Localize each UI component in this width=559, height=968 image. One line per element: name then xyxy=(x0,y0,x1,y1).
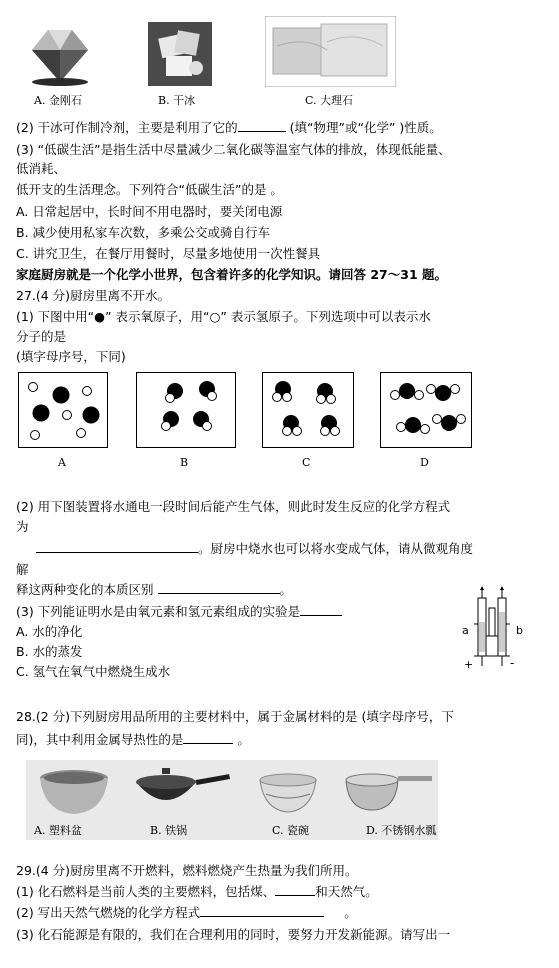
marble-image xyxy=(265,16,396,87)
q29-p1-line: (1) 化石燃料是当前人类的主要燃料，包括煤、 和天然气。 xyxy=(16,884,378,899)
q27-p3-option-b: B. 水的蒸发 xyxy=(16,644,83,659)
diamond-image xyxy=(26,20,94,88)
q27-p3-blank[interactable] xyxy=(300,604,342,616)
q27-p2-line4: 解 xyxy=(16,562,29,577)
q2-line: (2) 干冰可作制冷剂，主要是利用了它的 (填“物理”或“化学” )性质。 xyxy=(16,120,442,135)
molecule-box-b xyxy=(136,372,236,448)
item-caption-b: B. 铁锅 xyxy=(150,824,188,837)
q3-option-b: B. 减少使用私家车次数，多乘公交或骑自行车 xyxy=(16,225,271,240)
molecule-box-c xyxy=(262,372,354,448)
difference-blank[interactable] xyxy=(158,582,280,594)
q27-p1-line3: (填字母序号，下同) xyxy=(16,349,126,364)
q27-p2-line5: 释这两种变化的本质区别 。 xyxy=(16,582,293,597)
molecule-label-c: C xyxy=(302,456,311,469)
kitchen-intro: 家庭厨房就是一个化学小世界，包含着许多的化学知识。请回答 27～31 题。 xyxy=(16,267,447,282)
q27-p3-option-a: A. 水的净化 xyxy=(16,624,83,639)
q27-p1-line1: (1) 下图中用“●” 表示氧原子，用“○” 表示氢原子。下列选项中可以表示水 xyxy=(16,309,431,324)
q27-p2-line2: 为 xyxy=(16,519,29,534)
molecule-box-a xyxy=(18,372,108,448)
q29-p2-line: (2) 写出天然气燃烧的化学方程式 。 xyxy=(16,905,357,920)
q3-option-c: C. 讲究卫生，在餐厅用餐时，尽量多地使用一次性餐具 xyxy=(16,246,321,261)
q3-line3: 低开支的生活理念。下列符合“低碳生活”的是 。 xyxy=(16,182,283,197)
apparatus-label-a: a xyxy=(462,624,469,637)
q27-p3-line: (3) 下列能证明水是由氧元素和氢元素组成的实验是 xyxy=(16,602,342,620)
q3-option-a: A. 日常起居中，长时间不用电器时，要关闭电源 xyxy=(16,204,283,219)
q3-line1: (3) “低碳生活”是指生活中尽量减少二氧化碳等温室气体的排放，体现低能量、 xyxy=(16,142,451,157)
q28-line2: 同)，其中利用金属导热性的是 。 xyxy=(16,732,250,747)
caption-dry-ice: B. 干冰 xyxy=(158,94,196,107)
apparatus-label-minus: - xyxy=(510,656,515,670)
q29-p3-line: (3) 化石能源是有限的，我们在合理利用的同时，要努力开发新能源。请写出一 xyxy=(16,927,451,942)
q29-equation-blank[interactable] xyxy=(200,905,324,917)
q27-p1-line2: 分子的是 xyxy=(16,329,67,344)
q28-line1: 28.(2 分)下列厨房用品所用的主要材料中，属于金属材料的是 (填字母序号，下 xyxy=(16,709,454,724)
electrolysis-apparatus xyxy=(460,586,524,678)
apparatus-label-b: b xyxy=(516,624,523,637)
q28-blank[interactable] xyxy=(183,732,233,744)
equation-blank[interactable] xyxy=(36,541,198,553)
molecule-label-d: D xyxy=(420,456,429,469)
q27-title: 27.(4 分)厨房里离不开水。 xyxy=(16,288,171,303)
molecule-label-a: A xyxy=(58,456,66,469)
q2-answer-blank[interactable] xyxy=(238,120,286,132)
molecule-box-d xyxy=(380,372,472,448)
caption-diamond: A. 金刚石 xyxy=(34,94,82,107)
q29-title: 29.(4 分)厨房里离不开燃料，燃料燃烧产生热量为我们所用。 xyxy=(16,863,358,878)
item-caption-d: D. 不锈钢水瓢 xyxy=(366,824,437,837)
apparatus-label-plus: + xyxy=(464,658,474,671)
q3-line2: 低消耗、 xyxy=(16,161,67,176)
item-caption-c: C. 瓷碗 xyxy=(272,824,310,837)
molecule-label-b: B xyxy=(180,456,189,469)
q27-p3-option-c: C. 氢气在氧气中燃烧生成水 xyxy=(16,664,171,679)
caption-marble: C. 大理石 xyxy=(305,94,354,107)
q27-p2-line3: 。厨房中烧水也可以将水变成气体，请从微观角度 xyxy=(16,539,473,557)
item-caption-a: A. 塑料盆 xyxy=(34,824,82,837)
q29-fuel-blank[interactable] xyxy=(275,884,315,896)
dry-ice-image xyxy=(148,22,212,86)
q27-p2-line1: (2) 用下图装置将水通电一段时间后能产生气体，则此时发生反应的化学方程式 xyxy=(16,499,451,514)
